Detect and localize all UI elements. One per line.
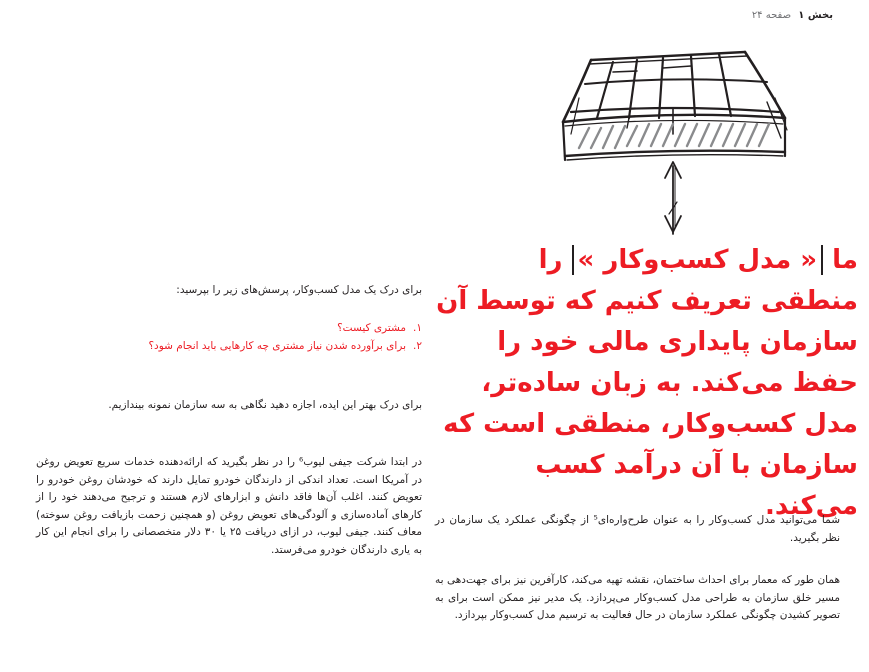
pull-quote-lead: ما bbox=[823, 245, 858, 275]
paragraph: همان طور که معمار برای احداث ساختمان، نقشه تهیه می‌کند، کارآفرین نیز برای جهت‌دهی به مسیر خلق سازمان به طراحی مدل کسب‌وکار می‌پردازد. یک مدیر نیز ممکن است برای به تصویر کشیدن چگونگی عملکرد سازمان در حال فعالیت به ترسیم مدل کسب‌وکار بپردازد. bbox=[435, 574, 840, 621]
paragraph: برای درک بهتر این ایده، اجازه دهید نگاهی به سه سازمان نمونه بیندازیم. bbox=[108, 399, 422, 411]
paragraph: شما می‌توانید مدل کسب‌وکار را به عنوان طرح‌واره‌ای⁵ از چگونگی عملکرد یک سازمان در نظر بگیرید. bbox=[435, 514, 840, 544]
building-sketch-illustration bbox=[553, 38, 793, 238]
right-page bbox=[435, 0, 869, 672]
question-text: مشتری کیست؟ bbox=[337, 322, 406, 334]
running-head bbox=[752, 10, 833, 21]
paragraph: در ابتدا شرکت جیفی لیوب⁶ را در نظر بگیرید که ارائه‌دهنده خدمات سریع تعویض روغن در آمریکا است. تعداد اندکی از دارندگان خودرو تمایل دارند که خودشان روغن خودرو را تعویض کنند. اغلب آن‌ها فاقد دانش و ابزارهای لازم هستند و ترجیح می‌دهند خود را از کارهای آماده‌سازی و آلودگی‌های تعویض روغن (و همچنین زحمت بازیافت روغن سوخته) معاف کنند. جیفی لیوب، در ازای دریافت ۲۵ یا ۳۰ دلار متخصصانی را برای انجام این کار به یاری دارندگان خودرو می‌فرستد. bbox=[36, 456, 423, 556]
section-label: بخش ۱ bbox=[798, 10, 833, 21]
list-item bbox=[36, 320, 422, 338]
questions-list bbox=[36, 320, 422, 355]
pull-quote-rest: را منطقی تعریف کنیم که توسط آن سازمان پایداری مالی خود را حفظ می‌کند. به زبان ساده‌تر، مدل کسب‌وکار، منطقی است که سازمان با آن درآمد کسب می‌کند. bbox=[436, 245, 858, 521]
pull-quote bbox=[435, 240, 858, 527]
questions-intro: برای درک یک مدل کسب‌وکار، پرسش‌های زیر را بپرسید: bbox=[176, 284, 422, 296]
left-page bbox=[0, 0, 434, 672]
question-text: برای برآورده شدن نیاز مشتری چه کارهایی باید انجام شود؟ bbox=[148, 339, 406, 352]
list-number: ۱. bbox=[413, 322, 422, 334]
page-number: صفحه ۲۴ bbox=[751, 10, 792, 21]
list-number: ۲. bbox=[413, 339, 422, 352]
highlighted-term: « مدل کسب‌وکار » bbox=[572, 245, 824, 275]
list-item bbox=[36, 338, 422, 356]
